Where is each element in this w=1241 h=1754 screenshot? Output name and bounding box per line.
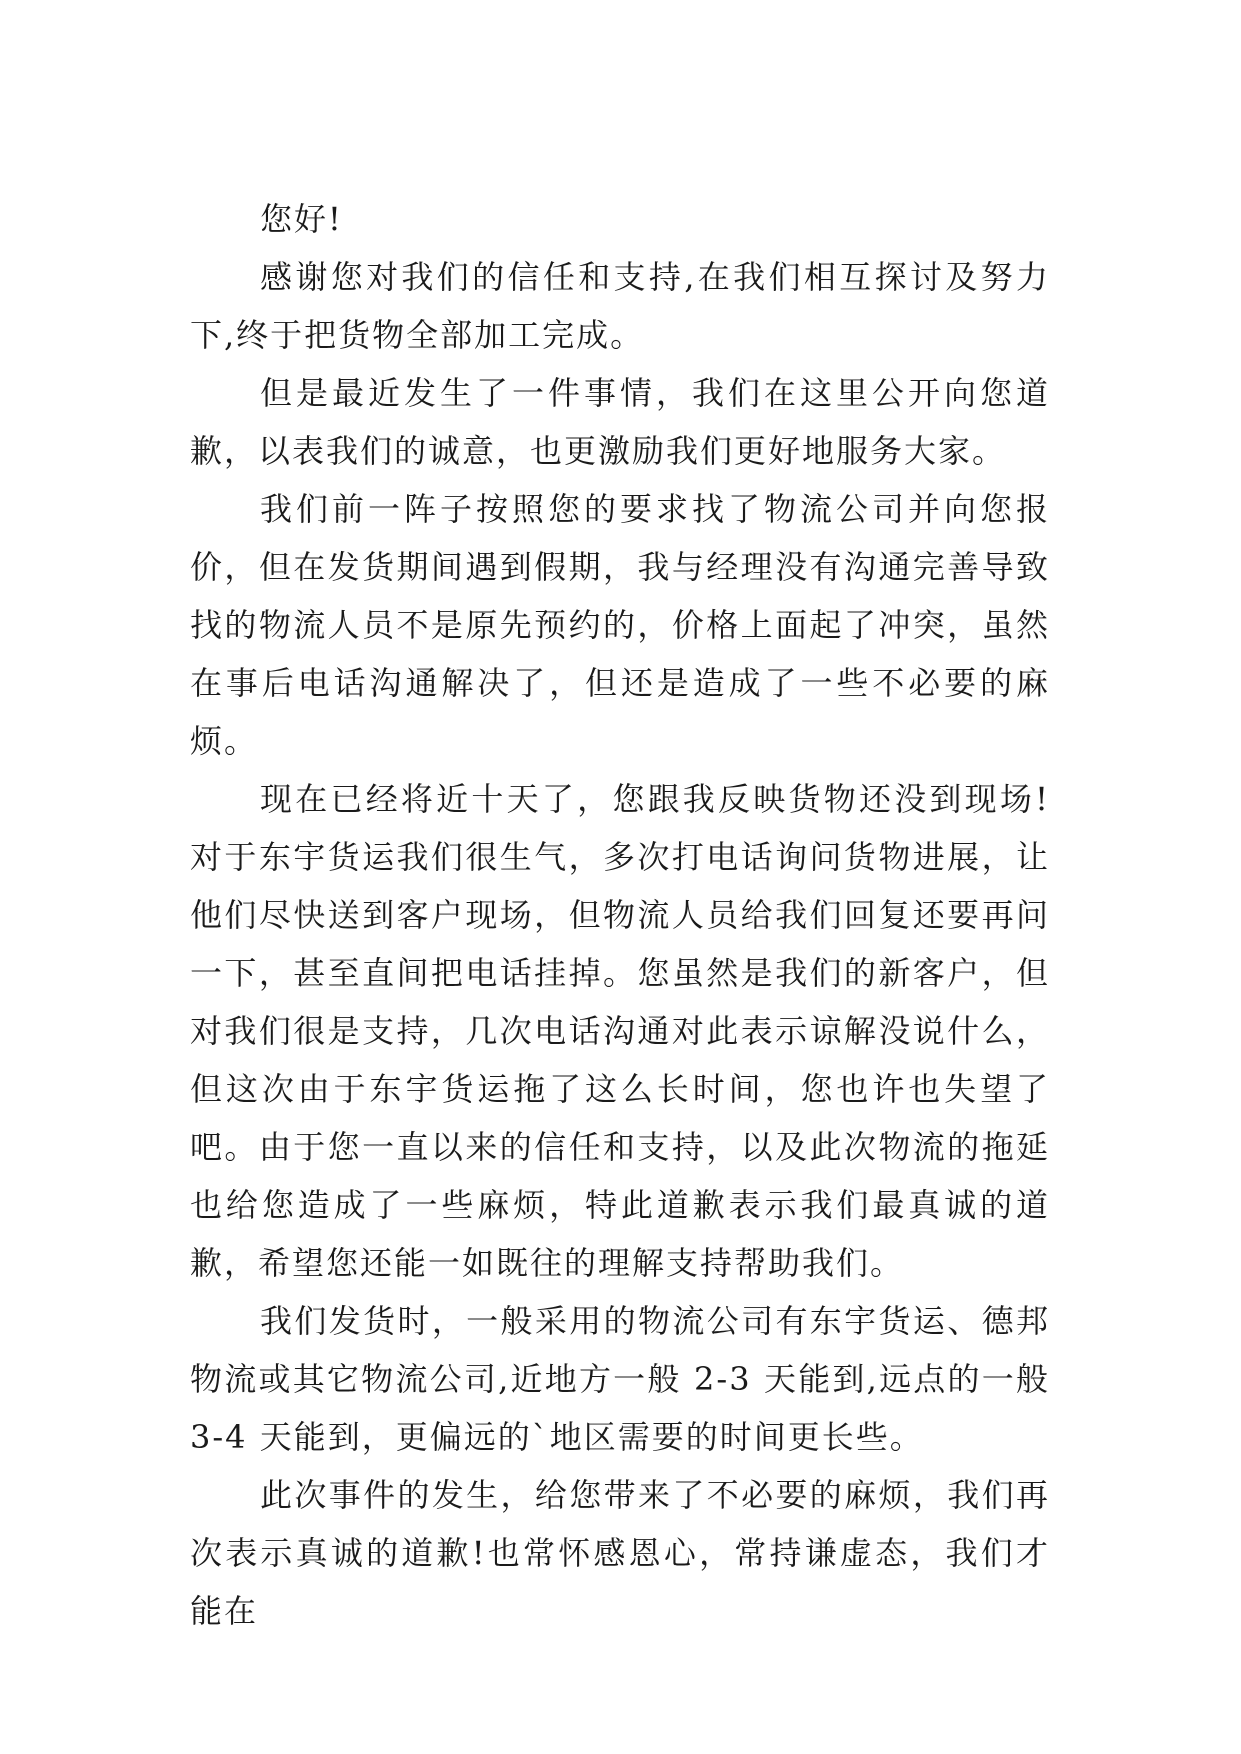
paragraph-delay: 现在已经将近十天了，您跟我反映货物还没到现场!对于东宇货运我们很生气，多次打电话询问货物进展，让他们尽快送到客户现场，但物流人员给我们回复还要再问一下，甚至直间把电话挂掉。您虽然是我们的新客户，但对我们很是支持，几次电话沟通对此表示谅解没说什么，但这次由于东宇货运拖了这么长时间，您也许也失望了吧。由于您一直以来的信任和支持，以及此次物流的拖延也给您造成了一些麻烦，特此道歉表示我们最真诚的道歉，希望您还能一如既往的理解支持帮助我们。 — [190, 780, 1050, 1282]
letter-body — [190, 190, 1050, 1640]
paragraph-apology: 但是最近发生了一件事情，我们在这里公开向您道歉，以表我们的诚意，也更激励我们更好地服务大家。 — [190, 374, 1050, 470]
paragraph-shipping-info: 我们发货时，一般采用的物流公司有东宇货运、德邦物流或其它物流公司,近地方一般 2-3 天能到,远点的一般 3-4 天能到，更偏远的`地区需要的时间更长些。 — [190, 1302, 1050, 1456]
greeting: 您好! — [260, 200, 343, 238]
paragraph-thanks: 感谢您对我们的信任和支持,在我们相互探讨及努力下,终于把货物全部加工完成。 — [190, 258, 1050, 354]
paragraph-closing: 此次事件的发生，给您带来了不必要的麻烦，我们再次表示真诚的道歉!也常怀感恩心，常持谦虚态，我们才能在 — [190, 1476, 1050, 1630]
paragraph-logistics-issue: 我们前一阵子按照您的要求找了物流公司并向您报价，但在发货期间遇到假期，我与经理没有沟通完善导致找的物流人员不是原先预约的，价格上面起了冲突，虽然在事后电话沟通解决了，但还是造成了一些不必要的麻烦。 — [190, 490, 1050, 760]
